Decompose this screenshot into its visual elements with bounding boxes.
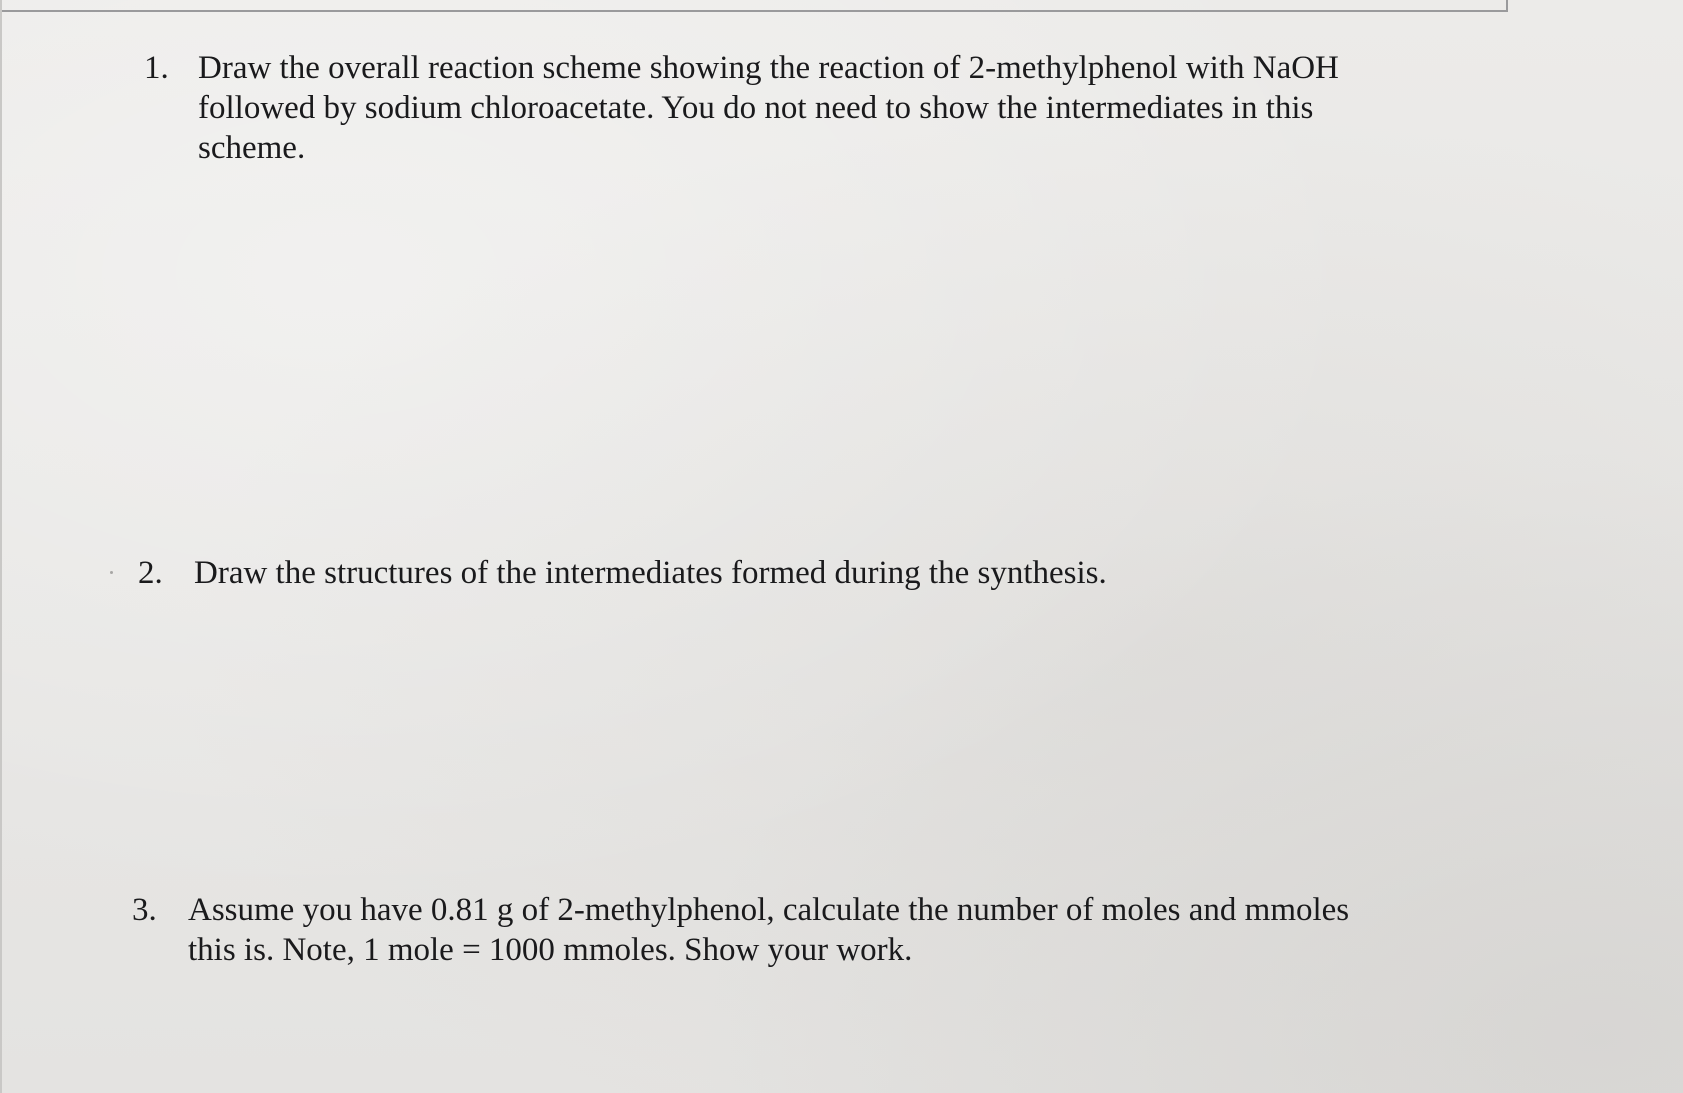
question-line: Draw the overall reaction scheme showing the reaction of 2-methylphenol with NaOH [198, 50, 1339, 86]
question-number: 1. [144, 50, 169, 86]
question-text [194, 553, 1107, 593]
question-text [198, 48, 1339, 168]
question-line: Assume you have 0.81 g of 2-methylphenol, calculate the number of moles and mmoles [188, 892, 1350, 928]
question-number: 3. [132, 892, 157, 928]
question-number: 2. [138, 555, 163, 591]
page-left-edge [0, 0, 2, 1093]
question-line: followed by sodium chloroacetate. You do not need to show the intermediates in this [198, 90, 1314, 126]
paper-speck [110, 571, 113, 574]
question-text [188, 890, 1349, 970]
top-border-line [0, 0, 1508, 12]
question-line: Draw the structures of the intermediates formed during the synthesis. [194, 555, 1107, 591]
question-line: this is. Note, 1 mole = 1000 mmoles. Show your work. [188, 932, 913, 968]
question-line: scheme. [198, 130, 306, 166]
